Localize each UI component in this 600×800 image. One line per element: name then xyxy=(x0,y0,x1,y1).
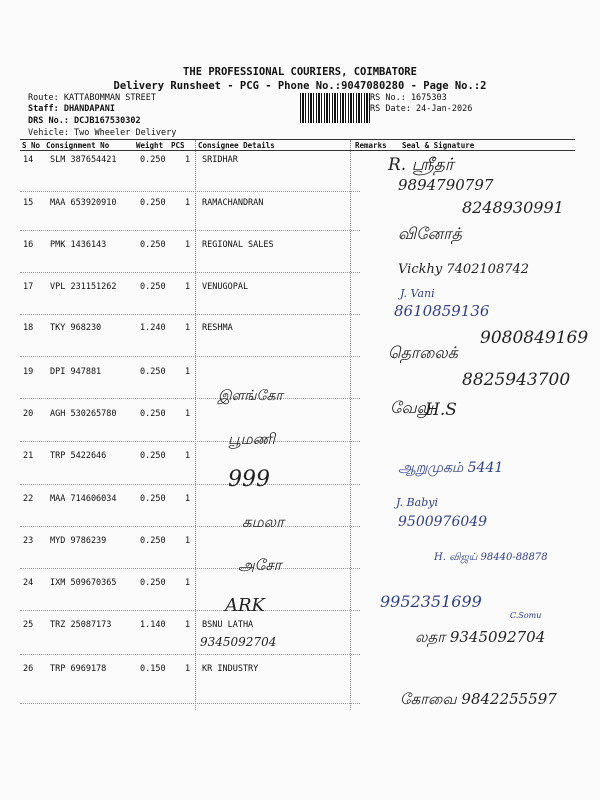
row-separator xyxy=(20,314,360,315)
row-separator xyxy=(20,526,360,527)
col-pcs: PCS xyxy=(171,141,185,150)
header-bottom-line xyxy=(20,150,575,151)
vehicle: Vehicle: Two Wheeler Delivery xyxy=(28,128,177,138)
col-weight: Weight xyxy=(136,141,164,150)
runsheet-subtitle: Delivery Runsheet - PCG - Phone No.:9047080280 - Page No.:2 xyxy=(113,80,487,92)
handwritten-phone: 8610859136 xyxy=(394,302,490,320)
company-title: THE PROFESSIONAL COURIERS, COIMBATORE xyxy=(183,66,417,78)
row-separator xyxy=(20,568,360,569)
row-separator xyxy=(20,191,360,192)
route: Route: KATTABOMMAN STREET xyxy=(28,93,156,103)
signature: Vickhy 7402108742 xyxy=(398,262,530,277)
signature: லதா 9345092704 xyxy=(415,628,546,646)
row-separator xyxy=(20,356,360,357)
row-separator xyxy=(20,610,360,611)
col-consignment: Consignment No xyxy=(46,141,110,150)
col-seal: Seal & Signature xyxy=(402,141,475,150)
table-row: 15 MAA 653920910 0.250 1 RAMACHANDRAN xyxy=(23,198,264,208)
signature: H. விஜய் 98440-88878 xyxy=(434,552,548,563)
table-row: 17 VPL 231151262 0.250 1 VENUGOPAL xyxy=(23,282,249,292)
staff: Staff: DHANDAPANI xyxy=(28,104,115,114)
signature: J. Babyi xyxy=(396,496,438,509)
row-separator xyxy=(20,230,360,231)
signature: வேலு xyxy=(390,398,434,417)
table-row: 18 TKY 968230 1.240 1 RESHMA xyxy=(23,323,233,333)
signature: H.S xyxy=(425,400,457,420)
rs-date: RS Date: 24-Jan-2026 xyxy=(370,104,473,114)
signature: J. Vani xyxy=(400,287,435,300)
header-top-line xyxy=(20,139,575,140)
handwritten-name: பூமணி xyxy=(228,430,276,448)
table-row: 20 AGH 530265780 0.250 1 xyxy=(23,409,191,419)
signature: தொலைக் xyxy=(388,343,458,362)
table-row: 19 DPI 947881 0.250 1 xyxy=(23,367,191,377)
row-separator xyxy=(20,441,360,442)
table-row: 22 MAA 714606034 0.250 1 xyxy=(23,494,191,504)
row-separator xyxy=(20,484,360,485)
row-separator xyxy=(20,654,360,655)
handwritten-phone: 8825943700 xyxy=(462,370,571,390)
row-separator xyxy=(20,703,360,704)
handwritten-phone: 9080849169 xyxy=(480,328,589,348)
drs-number: DRS No.: DCJB167530302 xyxy=(28,116,141,126)
rs-box xyxy=(370,93,472,115)
signature: C.Somu xyxy=(510,611,542,620)
col-sno: S No xyxy=(22,141,41,150)
handwritten-phone: 8248930991 xyxy=(462,198,564,217)
table-row: 16 PMK 1436143 0.250 1 REGIONAL SALES xyxy=(23,240,274,250)
barcode xyxy=(300,93,370,123)
signature: வினோத் xyxy=(398,224,462,243)
handwritten-phone: 9345092704 xyxy=(200,635,277,649)
signature: R. ஸ்ரீதர் xyxy=(388,155,454,175)
row-separator xyxy=(20,398,360,399)
col-remarks: Remarks xyxy=(355,141,387,150)
row-separator xyxy=(20,272,360,273)
table-row: 25 TRZ 25087173 1.140 1 BSNU LATHA xyxy=(23,620,254,630)
handwritten-name: கமலா xyxy=(242,513,284,531)
table-row: 24 IXM 509670365 0.250 1 xyxy=(23,578,191,588)
table-row: 23 MYD 9786239 0.250 1 xyxy=(23,536,191,546)
col-consignee: Consignee Details xyxy=(198,141,275,150)
handwritten-name: அசோ xyxy=(238,556,282,574)
handwritten-note: 999 xyxy=(228,467,270,492)
signature: கோவை 9842255597 xyxy=(400,690,557,708)
rs-number: RS No.: 1675303 xyxy=(370,93,447,103)
handwritten-phone: 9894790797 xyxy=(398,176,494,194)
handwritten-name: ARK xyxy=(225,595,265,616)
handwritten-name: இளங்கோ xyxy=(218,388,283,404)
table-row: 26 TRP 6969178 0.150 1 KR INDUSTRY xyxy=(23,664,259,674)
handwritten-phone: 9500976049 xyxy=(398,514,488,530)
signature: ஆறுமுகம் 5441 xyxy=(398,460,504,476)
signature: 9952351699 xyxy=(380,592,482,611)
table-row: 14 SLM 387654421 0.250 1 SRIDHAR xyxy=(23,155,238,165)
table-row: 21 TRP 5422646 0.250 1 xyxy=(23,451,191,461)
